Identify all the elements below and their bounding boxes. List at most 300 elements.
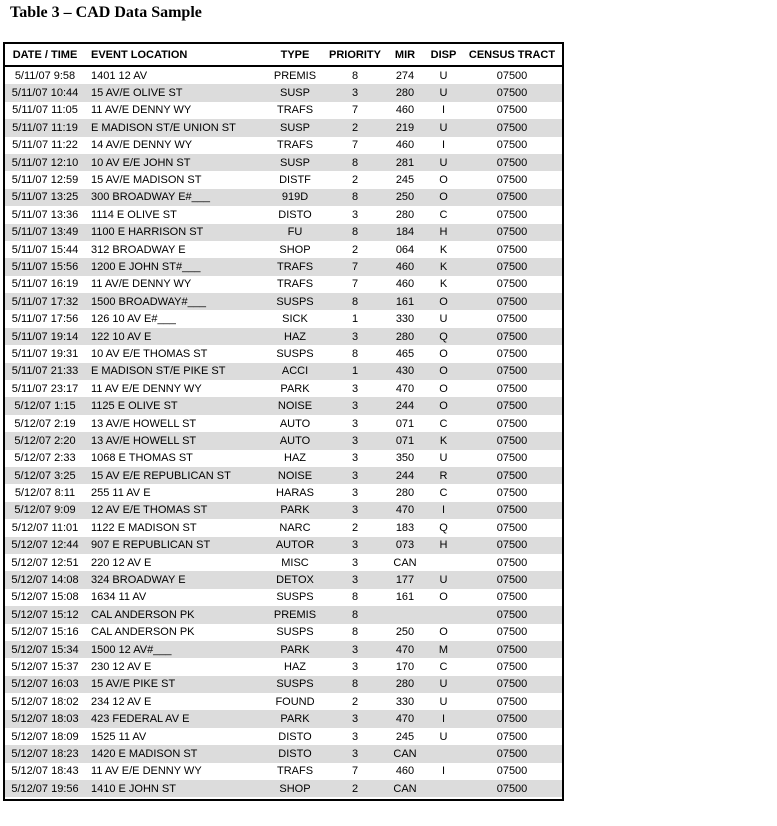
cell-disp: O — [425, 363, 462, 380]
cell-priority: 2 — [351, 521, 359, 534]
table-caption: Table 3 – CAD Data Sample — [10, 4, 202, 21]
cell-event-location: 122 10 AV E — [85, 328, 265, 345]
cell-date-time: 5/12/07 2:19 — [14, 417, 76, 430]
cell-type: DISTO — [265, 745, 325, 762]
cell-type: AUTO — [279, 417, 311, 430]
cell-census-tract: 07500 — [462, 154, 562, 171]
table-row — [5, 345, 562, 362]
table-row — [5, 171, 562, 188]
cell-type: SUSP — [265, 119, 325, 136]
cell-disp — [425, 606, 462, 623]
cell-date-time: 5/12/07 15:12 — [5, 606, 85, 623]
cell-event-location: 1068 E THOMAS ST — [91, 452, 193, 465]
table-row — [5, 554, 562, 571]
table-row — [5, 641, 562, 658]
cell-priority: 8 — [325, 224, 385, 241]
cell-census-tract: 07500 — [496, 695, 528, 708]
cell-date-time: 5/12/07 12:51 — [11, 556, 79, 569]
column-header-type: TYPE — [265, 44, 325, 66]
table-row — [5, 432, 562, 449]
cell-mir: 245 — [395, 174, 415, 187]
cell-mir: 073 — [385, 537, 425, 554]
cell-event-location: 1410 E JOHN ST — [85, 780, 265, 797]
cell-type: HAZ — [284, 452, 306, 465]
cell-event-location: 11 AV/E DENNY WY — [91, 278, 192, 291]
cell-priority: 3 — [325, 328, 385, 345]
cell-disp: K — [425, 258, 462, 275]
cell-disp: O — [439, 382, 448, 395]
cell-event-location: CAL ANDERSON PK — [85, 606, 265, 623]
cell-mir: 064 — [395, 243, 415, 256]
cell-disp — [425, 745, 462, 762]
cell-disp: U — [439, 313, 448, 326]
cell-date-time: 5/12/07 15:08 — [11, 591, 79, 604]
cell-disp: M — [425, 641, 462, 658]
cell-date-time: 5/12/07 18:43 — [11, 765, 79, 778]
table-body — [5, 66, 562, 797]
cell-type: SHOP — [265, 780, 325, 797]
cell-event-location: 423 FEDERAL AV E — [85, 710, 265, 727]
cell-priority: 3 — [325, 397, 385, 414]
cell-priority: 8 — [325, 676, 385, 693]
cell-census-tract: 07500 — [462, 293, 562, 310]
cell-event-location: 11 AV E/E DENNY WY — [91, 765, 202, 778]
cell-mir: 460 — [385, 258, 425, 275]
cell-event-location: 15 AV/E MADISON ST — [91, 174, 202, 187]
table-row — [5, 380, 562, 397]
cell-event-location: 1122 E MADISON ST — [91, 521, 197, 534]
cell-mir: 245 — [395, 730, 415, 743]
cell-mir: 281 — [385, 154, 425, 171]
cell-date-time: 5/11/07 19:14 — [5, 328, 85, 345]
cell-mir: 177 — [385, 571, 425, 588]
cad-data-table — [5, 44, 562, 797]
cell-event-location: 12 AV E/E THOMAS ST — [85, 502, 265, 519]
cell-date-time: 5/12/07 8:11 — [14, 487, 76, 500]
cell-type: SUSPS — [265, 676, 325, 693]
cell-disp: H — [425, 224, 462, 241]
cell-mir: 244 — [385, 397, 425, 414]
cell-date-time: 5/12/07 18:02 — [11, 695, 79, 708]
cell-disp: C — [439, 660, 448, 673]
table-row — [5, 154, 562, 171]
cad-data-table-frame — [3, 42, 564, 801]
cell-mir: CAN — [385, 745, 425, 762]
cell-disp — [425, 554, 462, 571]
cell-priority: 3 — [325, 745, 385, 762]
table-row — [5, 328, 562, 345]
cell-mir: 350 — [395, 452, 415, 465]
cell-priority: 1 — [351, 313, 359, 326]
cell-type: PARK — [265, 641, 325, 658]
cell-priority: 8 — [325, 154, 385, 171]
cell-event-location: E MADISON ST/E UNION ST — [85, 119, 265, 136]
cell-type: TRAFS — [276, 104, 314, 117]
cell-event-location: 1634 11 AV — [91, 591, 147, 604]
cell-event-location: CAL ANDERSON PK — [91, 626, 195, 639]
column-header-date-time: DATE / TIME — [5, 44, 85, 66]
cell-mir: 250 — [395, 626, 415, 639]
cell-mir: 470 — [385, 641, 425, 658]
table-row — [5, 276, 562, 293]
cell-disp: O — [425, 397, 462, 414]
cell-event-location: 230 12 AV E — [91, 660, 152, 673]
cell-priority: 3 — [351, 452, 359, 465]
cell-priority: 3 — [351, 660, 359, 673]
cell-mir: 170 — [395, 660, 415, 673]
cell-date-time: 5/12/07 18:23 — [5, 745, 85, 762]
cell-event-location: 15 AV/E PIKE ST — [85, 676, 265, 693]
cell-type: DISTO — [278, 208, 312, 221]
cell-priority: 7 — [351, 278, 359, 291]
cell-census-tract: 07500 — [496, 660, 528, 673]
cell-type: FOUND — [275, 695, 315, 708]
cell-event-location: 1114 E OLIVE ST — [91, 208, 177, 221]
cell-event-location: 10 AV E/E THOMAS ST — [91, 347, 208, 360]
cell-mir: 330 — [395, 695, 415, 708]
cell-date-time: 5/12/07 2:33 — [14, 452, 76, 465]
cell-priority: 3 — [325, 432, 385, 449]
cell-priority: 8 — [325, 189, 385, 206]
table-row — [5, 415, 562, 432]
cell-disp: R — [425, 467, 462, 484]
cell-priority: 7 — [351, 765, 359, 778]
cell-census-tract: 07500 — [462, 432, 562, 449]
cell-type: AUTO — [265, 432, 325, 449]
cell-mir: 071 — [395, 417, 415, 430]
cell-disp: I — [425, 502, 462, 519]
cell-census-tract: 07500 — [462, 780, 562, 797]
table-row — [5, 658, 562, 675]
table-row — [5, 84, 562, 101]
cell-disp: O — [439, 347, 448, 360]
cell-priority: 1 — [325, 363, 385, 380]
cell-date-time: 5/11/07 13:49 — [5, 224, 85, 241]
cell-date-time: 5/11/07 13:36 — [11, 208, 79, 221]
cell-disp: U — [425, 119, 462, 136]
cell-event-location: 234 12 AV E — [91, 695, 152, 708]
cell-census-tract: 07500 — [496, 556, 528, 569]
cell-event-location: 1125 E OLIVE ST — [85, 397, 265, 414]
cell-event-location: 312 BROADWAY E — [91, 243, 186, 256]
cell-date-time: 5/12/07 15:16 — [11, 626, 79, 639]
table-header-row — [5, 44, 562, 66]
cell-disp: O — [425, 189, 462, 206]
cell-date-time: 5/12/07 1:15 — [5, 397, 85, 414]
cell-mir: 460 — [395, 278, 415, 291]
cell-date-time: 5/11/07 11:05 — [12, 104, 78, 117]
cell-date-time: 5/11/07 12:59 — [11, 174, 79, 187]
cell-event-location: E MADISON ST/E PIKE ST — [85, 363, 265, 380]
cell-date-time: 5/11/07 13:25 — [5, 189, 85, 206]
cell-disp: U — [439, 452, 448, 465]
cell-priority: 8 — [351, 69, 359, 82]
cell-census-tract: 07500 — [462, 258, 562, 275]
cell-date-time: 5/11/07 11:19 — [5, 119, 85, 136]
cell-event-location: 11 AV E/E DENNY WY — [91, 382, 202, 395]
cell-census-tract: 07500 — [496, 313, 528, 326]
cell-type: FU — [265, 224, 325, 241]
table-row — [5, 780, 562, 797]
cell-disp: I — [441, 139, 446, 152]
cell-census-tract: 07500 — [462, 189, 562, 206]
cell-disp: K — [439, 243, 448, 256]
cell-date-time: 5/11/07 11:22 — [12, 139, 78, 152]
column-header-census-tract: CENSUS TRACT — [462, 44, 562, 66]
cell-census-tract: 07500 — [462, 328, 562, 345]
cell-type: PREMIS — [273, 69, 317, 82]
column-header-priority: PRIORITY — [325, 44, 385, 66]
cell-date-time: 5/12/07 16:03 — [5, 676, 85, 693]
cell-census-tract: 07500 — [496, 765, 528, 778]
cell-date-time: 5/11/07 16:19 — [11, 278, 79, 291]
cell-disp: Q — [439, 521, 448, 534]
cell-event-location: 10 AV E/E JOHN ST — [85, 154, 265, 171]
cell-type: HAZ — [265, 328, 325, 345]
cell-disp: U — [425, 571, 462, 588]
cell-census-tract: 07500 — [462, 467, 562, 484]
cell-priority: 2 — [325, 119, 385, 136]
cell-disp: O — [439, 591, 448, 604]
cell-mir: CAN — [385, 780, 425, 797]
cell-disp: U — [425, 154, 462, 171]
cell-type: TRAFS — [276, 765, 314, 778]
cell-date-time: 5/11/07 15:44 — [11, 243, 79, 256]
cell-priority: 2 — [325, 780, 385, 797]
column-header-event-location: EVENT LOCATION — [85, 44, 265, 66]
cell-type: TRAFS — [265, 258, 325, 275]
cell-disp: U — [439, 69, 448, 82]
cell-census-tract: 07500 — [462, 676, 562, 693]
table-row — [5, 293, 562, 310]
cell-disp: Q — [425, 328, 462, 345]
cell-type: HARAS — [276, 487, 314, 500]
cell-disp: U — [439, 730, 448, 743]
cell-event-location: 1500 BROADWAY#___ — [85, 293, 265, 310]
cell-disp: I — [441, 104, 446, 117]
cell-type: ACCI — [265, 363, 325, 380]
cell-date-time: 5/11/07 17:56 — [11, 313, 79, 326]
cell-date-time: 5/12/07 15:34 — [5, 641, 85, 658]
cell-disp: K — [439, 278, 448, 291]
cell-census-tract: 07500 — [496, 139, 528, 152]
table-row — [5, 137, 562, 154]
cell-type: SICK — [282, 313, 308, 326]
cell-type: HAZ — [284, 660, 306, 673]
table-row — [5, 484, 562, 501]
cell-type: TRAFS — [276, 139, 314, 152]
cell-disp: I — [425, 710, 462, 727]
cell-event-location: 324 BROADWAY E — [85, 571, 265, 588]
table-row — [5, 606, 562, 623]
cell-census-tract: 07500 — [462, 606, 562, 623]
table-row — [5, 589, 562, 606]
cell-census-tract: 07500 — [496, 730, 528, 743]
cell-priority: 2 — [351, 243, 359, 256]
table-row — [5, 258, 562, 275]
cell-type: PREMIS — [265, 606, 325, 623]
cell-mir: 465 — [395, 347, 415, 360]
table-row — [5, 728, 562, 745]
cell-priority: 8 — [351, 347, 359, 360]
cell-census-tract: 07500 — [496, 487, 528, 500]
cell-priority: 3 — [325, 537, 385, 554]
cell-date-time: 5/12/07 2:20 — [5, 432, 85, 449]
column-header-mir: MIR — [385, 44, 425, 66]
cell-mir: 183 — [395, 521, 415, 534]
table-row — [5, 571, 562, 588]
cell-census-tract: 07500 — [462, 502, 562, 519]
cell-date-time: 5/12/07 12:44 — [5, 537, 85, 554]
cell-disp: O — [439, 626, 448, 639]
cell-mir: 280 — [385, 676, 425, 693]
cell-type: SUSP — [265, 154, 325, 171]
table-row — [5, 241, 562, 258]
cell-type: PARK — [265, 710, 325, 727]
cell-date-time: 5/12/07 18:03 — [5, 710, 85, 727]
cell-date-time: 5/11/07 9:58 — [14, 69, 76, 82]
cell-mir: 219 — [385, 119, 425, 136]
cell-priority: 2 — [351, 174, 359, 187]
cell-census-tract: 07500 — [496, 417, 528, 430]
cell-priority: 3 — [325, 467, 385, 484]
cell-mir: 430 — [385, 363, 425, 380]
cell-event-location: 126 10 AV E#___ — [91, 313, 176, 326]
table-row — [5, 467, 562, 484]
cell-census-tract: 07500 — [462, 119, 562, 136]
table-row — [5, 66, 562, 84]
cell-type: NOISE — [265, 467, 325, 484]
cell-event-location: 300 BROADWAY E#___ — [85, 189, 265, 206]
cell-priority: 8 — [351, 591, 359, 604]
cell-mir: 274 — [395, 69, 415, 82]
cell-priority: 3 — [325, 84, 385, 101]
cell-type: AUTOR — [265, 537, 325, 554]
cell-disp: C — [439, 417, 448, 430]
cell-census-tract: 07500 — [462, 710, 562, 727]
cell-mir: CAN — [393, 556, 417, 569]
cell-mir: 161 — [385, 293, 425, 310]
cell-type: DETOX — [265, 571, 325, 588]
table-row — [5, 624, 562, 641]
cell-priority: 3 — [325, 710, 385, 727]
table-row — [5, 206, 562, 223]
cell-date-time: 5/11/07 17:32 — [5, 293, 85, 310]
cell-type: DISTO — [278, 730, 312, 743]
cell-mir: 161 — [395, 591, 415, 604]
cell-event-location: 11 AV/E DENNY WY — [91, 104, 192, 117]
cell-priority: 3 — [351, 417, 359, 430]
cell-priority: 8 — [325, 293, 385, 310]
cell-mir: 184 — [385, 224, 425, 241]
cell-mir: 280 — [395, 487, 415, 500]
cell-mir: 280 — [385, 84, 425, 101]
cell-census-tract: 07500 — [462, 571, 562, 588]
cell-type: PARK — [280, 382, 310, 395]
cell-priority: 2 — [351, 695, 359, 708]
table-row — [5, 502, 562, 519]
cell-type: DISTF — [279, 174, 311, 187]
cell-mir: 250 — [385, 189, 425, 206]
cell-mir: 460 — [395, 139, 415, 152]
cell-disp: U — [439, 695, 448, 708]
cell-disp: K — [425, 432, 462, 449]
cell-type: SHOP — [279, 243, 311, 256]
cell-census-tract: 07500 — [496, 347, 528, 360]
cell-event-location: 1401 12 AV — [91, 69, 148, 82]
cell-date-time: 5/12/07 18:09 — [11, 730, 79, 743]
cell-date-time: 5/11/07 12:10 — [5, 154, 85, 171]
cell-priority: 3 — [325, 641, 385, 658]
cell-event-location: 255 11 AV E — [91, 487, 151, 500]
cell-disp: C — [439, 487, 448, 500]
table-row — [5, 450, 562, 467]
cell-census-tract: 07500 — [496, 208, 528, 221]
table-row — [5, 224, 562, 241]
cell-type: SUSP — [265, 84, 325, 101]
table-row — [5, 676, 562, 693]
cell-type: 919D — [265, 189, 325, 206]
cell-event-location: 15 AV E/E REPUBLICAN ST — [85, 467, 265, 484]
cell-census-tract: 07500 — [462, 397, 562, 414]
table-row — [5, 310, 562, 327]
cell-mir: 470 — [385, 710, 425, 727]
cell-date-time: 5/12/07 3:25 — [5, 467, 85, 484]
cell-disp: U — [425, 676, 462, 693]
cell-mir: 244 — [385, 467, 425, 484]
cell-priority: 8 — [351, 626, 359, 639]
cell-type: MISC — [281, 556, 309, 569]
cell-disp: C — [439, 208, 448, 221]
table-row — [5, 763, 562, 780]
cell-priority: 3 — [351, 730, 359, 743]
cell-census-tract: 07500 — [462, 224, 562, 241]
cell-event-location: 14 AV/E DENNY WY — [91, 139, 193, 152]
cell-date-time: 5/11/07 15:56 — [5, 258, 85, 275]
cell-priority: 3 — [325, 502, 385, 519]
cell-census-tract: 07500 — [496, 278, 528, 291]
cell-date-time: 5/12/07 11:01 — [11, 521, 79, 534]
cell-mir: 280 — [385, 328, 425, 345]
cell-priority: 8 — [325, 606, 385, 623]
cell-priority: 3 — [351, 556, 359, 569]
cell-type: NOISE — [265, 397, 325, 414]
cell-mir: 280 — [395, 208, 415, 221]
cell-date-time: 5/12/07 19:56 — [5, 780, 85, 797]
cell-census-tract: 07500 — [462, 537, 562, 554]
cell-type: SUSPS — [276, 591, 314, 604]
cell-date-time: 5/11/07 23:17 — [11, 382, 79, 395]
cell-priority: 3 — [351, 487, 359, 500]
cell-event-location: 1525 11 AV — [91, 730, 147, 743]
cell-priority: 7 — [351, 104, 359, 117]
cell-census-tract: 07500 — [496, 243, 528, 256]
column-header-disp: DISP — [425, 44, 462, 66]
cell-type: NARC — [279, 521, 311, 534]
cell-event-location: 13 AV/E HOWELL ST — [85, 432, 265, 449]
cell-mir: 460 — [395, 765, 415, 778]
cell-census-tract: 07500 — [496, 69, 528, 82]
cell-census-tract: 07500 — [496, 521, 528, 534]
table-row — [5, 102, 562, 119]
cell-census-tract: 07500 — [496, 382, 528, 395]
cell-priority: 7 — [325, 258, 385, 275]
cell-mir — [385, 606, 425, 623]
cell-type: SUSPS — [276, 347, 314, 360]
table-row — [5, 537, 562, 554]
cell-type: TRAFS — [276, 278, 314, 291]
table-row — [5, 119, 562, 136]
